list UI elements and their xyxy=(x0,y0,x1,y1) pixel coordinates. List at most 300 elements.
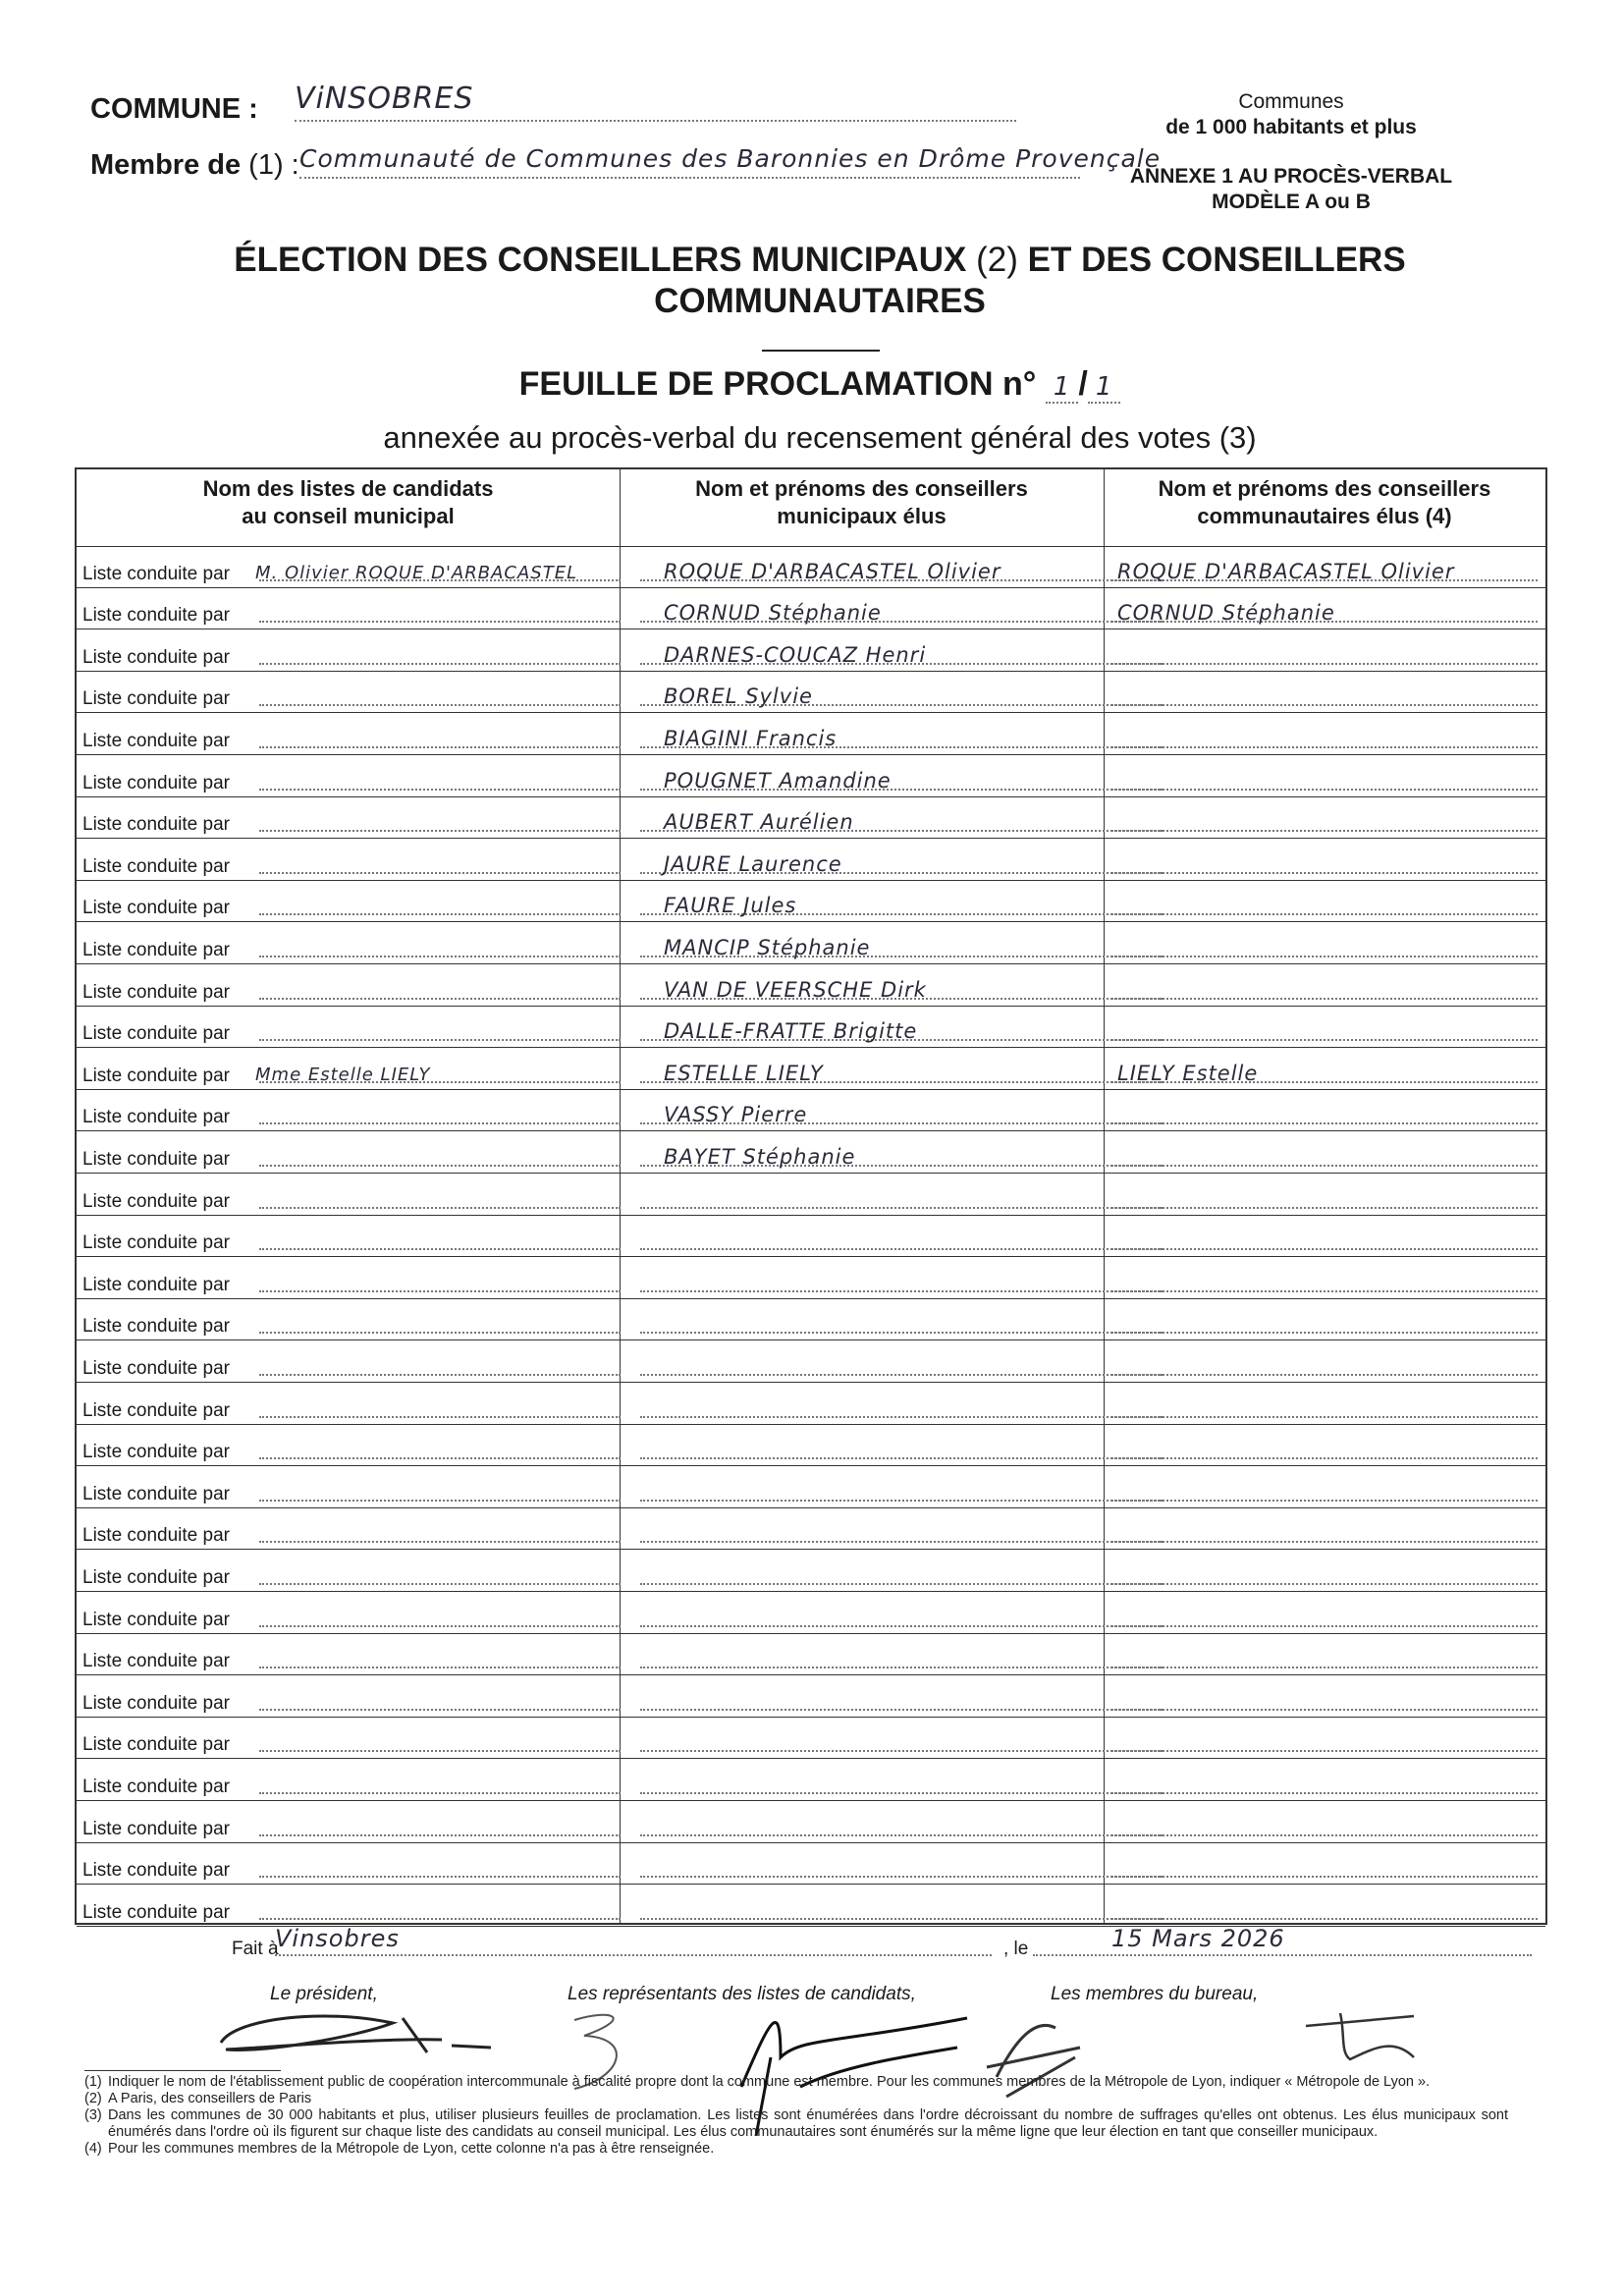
liste-dotted-line xyxy=(259,830,621,832)
liste-label: Liste conduite par xyxy=(82,688,230,710)
municipal-cell[interactable] xyxy=(636,928,1166,961)
liste-cell[interactable] xyxy=(82,647,626,669)
communautaire-cell[interactable] xyxy=(1108,1765,1542,1798)
fait-value: Vinsobres xyxy=(275,1925,400,1952)
liste-cell[interactable] xyxy=(82,982,626,1004)
municipal-cell[interactable] xyxy=(636,886,1166,919)
municipal-cell[interactable] xyxy=(636,1848,1166,1882)
liste-dotted-line xyxy=(259,1541,621,1543)
communautaire-cell[interactable] xyxy=(1108,1389,1542,1422)
subtitle: annexée au procès-verbal du recensement général des votes (3) xyxy=(383,420,1257,455)
table-row xyxy=(77,1466,1545,1508)
municipal-cell[interactable] xyxy=(636,552,1166,585)
liste-cell[interactable] xyxy=(82,564,626,585)
president-label: Le président, xyxy=(270,1984,378,2004)
table-row xyxy=(77,1885,1545,1927)
communautaire-cell[interactable] xyxy=(1108,1848,1542,1882)
communautaire-cell[interactable] xyxy=(1108,1179,1542,1213)
le-field[interactable] xyxy=(1033,1927,1532,1956)
liste-dotted-line xyxy=(259,1457,621,1459)
communautaire-cell[interactable] xyxy=(1108,1681,1542,1715)
liste-dotted-line xyxy=(259,1625,621,1627)
communautaire-dotted-line xyxy=(1111,1374,1538,1376)
communautaire-value: CORNUD Stéphanie xyxy=(1117,601,1335,626)
communautaire-cell[interactable] xyxy=(1108,635,1542,669)
liste-dotted-line xyxy=(259,1165,621,1167)
liste-cell[interactable] xyxy=(82,688,626,710)
communautaire-cell[interactable] xyxy=(1108,970,1542,1004)
municipal-cell[interactable] xyxy=(636,1639,1166,1672)
table-row xyxy=(77,588,1545,630)
liste-dotted-line xyxy=(259,663,621,665)
communautaire-cell[interactable] xyxy=(1108,886,1542,919)
communautaire-dotted-line xyxy=(1111,1876,1538,1878)
municipal-cell[interactable] xyxy=(636,1513,1166,1547)
commune-field[interactable] xyxy=(295,82,1016,122)
liste-cell[interactable] xyxy=(82,856,626,878)
footnote-ref: (4) xyxy=(84,2141,102,2157)
municipal-value: BIAGINI Francis xyxy=(664,726,838,750)
communautaire-dotted-line xyxy=(1111,663,1538,665)
table-row xyxy=(77,1090,1545,1132)
communautaire-cell[interactable] xyxy=(1108,1430,1542,1463)
communautaire-cell[interactable] xyxy=(1108,1556,1542,1589)
municipal-dotted-line xyxy=(640,1918,1163,1920)
col3-header xyxy=(1104,475,1545,530)
municipal-cell[interactable] xyxy=(636,1011,1166,1045)
communautaire-cell[interactable] xyxy=(1108,1095,1542,1128)
municipal-cell[interactable] xyxy=(636,1598,1166,1631)
liste-cell[interactable] xyxy=(82,1484,626,1505)
footnote-text: A Paris, des conseillers de Paris xyxy=(108,2091,312,2106)
communautaire-cell[interactable] xyxy=(1108,677,1542,710)
footnote xyxy=(84,2074,1508,2091)
liste-dotted-line xyxy=(259,1834,621,1836)
municipal-dotted-line xyxy=(640,1332,1163,1334)
table-row xyxy=(77,1843,1545,1886)
table-row xyxy=(77,1550,1545,1592)
liste-cell[interactable] xyxy=(82,940,626,961)
communautaire-dotted-line xyxy=(1111,1122,1538,1124)
municipal-value: VASSY Pierre xyxy=(664,1103,808,1127)
table-row xyxy=(77,755,1545,797)
table-row xyxy=(77,1759,1545,1801)
communautaire-cell[interactable] xyxy=(1108,1263,1542,1296)
municipal-cell[interactable] xyxy=(636,970,1166,1004)
table-row xyxy=(77,1048,1545,1090)
liste-dotted-line xyxy=(259,1792,621,1794)
table-row xyxy=(77,1718,1545,1760)
communautaire-cell[interactable] xyxy=(1108,1890,1542,1924)
municipal-cell[interactable] xyxy=(636,1054,1166,1087)
communautaire-cell[interactable] xyxy=(1108,802,1542,836)
liste-label: Liste conduite par xyxy=(82,1107,230,1128)
liste-label: Liste conduite par xyxy=(82,1399,230,1421)
fait-field[interactable] xyxy=(275,1927,992,1956)
communautaire-dotted-line xyxy=(1111,1290,1538,1292)
table-row xyxy=(77,964,1545,1007)
liste-cell[interactable] xyxy=(82,1275,626,1296)
communautaire-dotted-line xyxy=(1111,1165,1538,1167)
liste-cell[interactable] xyxy=(82,1232,626,1254)
municipal-cell[interactable] xyxy=(636,1304,1166,1338)
liste-label: Liste conduite par xyxy=(82,1232,230,1254)
communautaire-dotted-line xyxy=(1111,1207,1538,1209)
table-row xyxy=(77,1508,1545,1551)
liste-value: Mme Estelle LIELY xyxy=(255,1065,431,1085)
municipal-dotted-line xyxy=(640,1625,1163,1627)
liste-cell[interactable] xyxy=(82,1860,626,1882)
liste-label: Liste conduite par xyxy=(82,1818,230,1839)
municipal-cell[interactable] xyxy=(636,719,1166,752)
municipal-dotted-line xyxy=(640,1416,1163,1418)
liste-dotted-line xyxy=(259,1207,621,1209)
communautaire-cell[interactable] xyxy=(1108,1011,1542,1045)
municipal-dotted-line xyxy=(640,1750,1163,1752)
municipal-value: DALLE-FRATTE Brigitte xyxy=(664,1019,918,1044)
communautaire-dotted-line xyxy=(1111,1583,1538,1585)
municipal-value: BAYET Stéphanie xyxy=(664,1144,856,1169)
municipal-dotted-line xyxy=(640,1290,1163,1292)
footnote-ref: (2) xyxy=(84,2091,102,2106)
liste-label: Liste conduite par xyxy=(82,1609,230,1630)
municipal-dotted-line xyxy=(640,1541,1163,1543)
municipal-cell[interactable] xyxy=(636,1179,1166,1213)
municipal-value: JAURE Laurence xyxy=(664,851,842,876)
notes-rule xyxy=(84,2070,281,2071)
liste-label: Liste conduite par xyxy=(82,981,230,1003)
representants-label: Les représentants des listes de candidats, xyxy=(568,1984,916,2004)
municipal-dotted-line xyxy=(640,1583,1163,1585)
feuille-title xyxy=(393,365,1247,404)
table-row xyxy=(77,1340,1545,1383)
communautaire-cell[interactable] xyxy=(1108,1639,1542,1672)
municipal-cell[interactable] xyxy=(636,635,1166,669)
municipal-cell[interactable] xyxy=(636,1221,1166,1254)
municipal-cell[interactable] xyxy=(636,802,1166,836)
communautaire-cell[interactable] xyxy=(1108,1221,1542,1254)
liste-cell[interactable] xyxy=(82,814,626,836)
municipal-cell[interactable] xyxy=(636,1346,1166,1380)
liste-cell[interactable] xyxy=(82,1107,626,1128)
liste-cell[interactable] xyxy=(82,1525,626,1547)
liste-label: Liste conduite par xyxy=(82,1442,230,1463)
municipal-dotted-line xyxy=(640,1834,1163,1836)
communautaire-cell[interactable] xyxy=(1108,1304,1542,1338)
membres-label: Les membres du bureau, xyxy=(1051,1984,1259,2004)
liste-label: Liste conduite par xyxy=(82,1901,230,1923)
table-row xyxy=(77,1592,1545,1634)
main-title xyxy=(147,240,1492,322)
communautaire-dotted-line xyxy=(1111,1457,1538,1459)
communautaire-cell[interactable] xyxy=(1108,845,1542,878)
liste-label: Liste conduite par xyxy=(82,1566,230,1588)
communautaire-dotted-line xyxy=(1111,1541,1538,1543)
municipal-cell[interactable] xyxy=(636,1389,1166,1422)
main-title-part1: ÉLECTION DES CONSEILLERS MUNICIPAUX xyxy=(234,241,967,279)
le-value: 15 Mars 2026 xyxy=(1111,1925,1285,1952)
communautaire-cell[interactable] xyxy=(1108,1598,1542,1631)
liste-label: Liste conduite par xyxy=(82,855,230,877)
proclamation-table xyxy=(75,467,1547,1925)
municipal-cell[interactable] xyxy=(636,1263,1166,1296)
col3-header-line1: Nom et prénoms des conseillers xyxy=(1158,476,1491,501)
communautaire-dotted-line xyxy=(1111,956,1538,957)
liste-dotted-line xyxy=(259,1667,621,1668)
municipal-cell[interactable] xyxy=(636,1430,1166,1463)
liste-cell[interactable] xyxy=(82,1734,626,1756)
liste-label: Liste conduite par xyxy=(82,772,230,793)
footnote-text: Pour les communes membres de la Métropole de Lyon, cette colonne n'a pas à être renseignée. xyxy=(108,2141,715,2157)
membre-field[interactable] xyxy=(299,137,1162,179)
fait-label: Fait à xyxy=(232,1939,279,1959)
table-row xyxy=(77,1007,1545,1049)
liste-label: Liste conduite par xyxy=(82,1065,230,1086)
liste-label: Liste conduite par xyxy=(82,1357,230,1379)
liste-dotted-line xyxy=(259,1500,621,1502)
liste-dotted-line xyxy=(259,746,621,748)
liste-cell[interactable] xyxy=(82,1567,626,1589)
liste-dotted-line xyxy=(259,956,621,957)
municipal-cell[interactable] xyxy=(636,1722,1166,1756)
municipal-cell[interactable] xyxy=(636,1681,1166,1715)
communautaire-cell[interactable] xyxy=(1108,593,1542,627)
liste-dotted-line xyxy=(259,704,621,706)
communautaire-cell[interactable] xyxy=(1108,1137,1542,1171)
header-right-line1: Communes xyxy=(1238,90,1344,113)
liste-label: Liste conduite par xyxy=(82,1860,230,1882)
footnote-ref: (3) xyxy=(84,2107,102,2123)
municipal-dotted-line xyxy=(640,1792,1163,1794)
liste-dotted-line xyxy=(259,1039,621,1041)
header-right-line3: ANNEXE 1 AU PROCÈS-VERBAL xyxy=(1129,165,1453,188)
liste-dotted-line xyxy=(259,1709,621,1711)
liste-label: Liste conduite par xyxy=(82,730,230,751)
municipal-dotted-line xyxy=(640,1248,1163,1250)
communautaire-cell[interactable] xyxy=(1108,1807,1542,1840)
liste-dotted-line xyxy=(259,1122,621,1124)
liste-label: Liste conduite par xyxy=(82,1483,230,1504)
header-right-line2: de 1 000 habitants et plus xyxy=(1165,116,1417,138)
liste-label: Liste conduite par xyxy=(82,1274,230,1295)
commune-value: ViNSOBRES xyxy=(295,82,474,116)
communautaire-dotted-line xyxy=(1111,1792,1538,1794)
liste-cell[interactable] xyxy=(82,1023,626,1045)
liste-cell[interactable] xyxy=(82,1610,626,1631)
liste-dotted-line xyxy=(259,1290,621,1292)
communautaire-cell[interactable] xyxy=(1108,928,1542,961)
municipal-value: DARNES-COUCAZ Henri xyxy=(664,642,927,667)
communautaire-dotted-line xyxy=(1111,913,1538,915)
municipal-cell[interactable] xyxy=(636,1137,1166,1171)
liste-label: Liste conduite par xyxy=(82,1023,230,1045)
feuille-label: FEUILLE DE PROCLAMATION n° xyxy=(518,365,1037,403)
communautaire-dotted-line xyxy=(1111,1332,1538,1334)
liste-label: Liste conduite par xyxy=(82,814,230,836)
municipal-dotted-line xyxy=(640,1374,1163,1376)
liste-cell[interactable] xyxy=(82,1358,626,1380)
liste-dotted-line xyxy=(259,1583,621,1585)
communautaire-cell[interactable] xyxy=(1108,1513,1542,1547)
municipal-dotted-line xyxy=(640,1500,1163,1502)
col2-header xyxy=(620,475,1104,530)
liste-dotted-line xyxy=(259,1918,621,1920)
table-row xyxy=(77,1216,1545,1258)
footnote xyxy=(84,2091,1508,2107)
communautaire-dotted-line xyxy=(1111,746,1538,748)
communautaire-cell[interactable] xyxy=(1108,761,1542,794)
communautaire-value: ROQUE D'ARBACASTEL Olivier xyxy=(1117,559,1455,583)
col1-header xyxy=(77,475,620,530)
col1-header-line1: Nom des listes de candidats xyxy=(202,476,494,501)
communautaire-dotted-line xyxy=(1111,1667,1538,1668)
le-label: , le xyxy=(1003,1939,1029,1959)
table-row xyxy=(77,713,1545,755)
liste-cell[interactable] xyxy=(82,1777,626,1798)
liste-dotted-line xyxy=(259,998,621,1000)
liste-label: Liste conduite par xyxy=(82,898,230,919)
commune-label: COMMUNE : xyxy=(90,93,258,125)
municipal-value: POUGNET Amandine xyxy=(664,768,892,793)
municipal-cell[interactable] xyxy=(636,593,1166,627)
footnote-text: Indiquer le nom de l'établissement public de coopération intercommunale à fiscalité propre dont la commune est membre. Pour les communes membres de la Métropole de Lyon, indiquer « Métropole de Lyon ». xyxy=(108,2074,1431,2090)
communautaire-dotted-line xyxy=(1111,998,1538,1000)
communautaire-dotted-line xyxy=(1111,872,1538,874)
communautaire-dotted-line xyxy=(1111,830,1538,832)
municipal-cell[interactable] xyxy=(636,1890,1166,1924)
table-row xyxy=(77,1174,1545,1216)
municipal-cell[interactable] xyxy=(636,677,1166,710)
liste-cell[interactable] xyxy=(82,1819,626,1840)
liste-cell[interactable] xyxy=(82,898,626,919)
liste-label: Liste conduite par xyxy=(82,646,230,668)
municipal-value: ROQUE D'ARBACASTEL Olivier xyxy=(664,559,1001,583)
table-row xyxy=(77,1257,1545,1299)
liste-label: Liste conduite par xyxy=(82,1316,230,1338)
liste-dotted-line xyxy=(259,621,621,623)
communautaire-dotted-line xyxy=(1111,1248,1538,1250)
footnote xyxy=(84,2141,1508,2158)
municipal-dotted-line xyxy=(640,1457,1163,1459)
communautaire-cell[interactable] xyxy=(1108,1472,1542,1505)
feuille-num[interactable]: 1 xyxy=(1046,372,1079,404)
liste-cell[interactable] xyxy=(82,1149,626,1171)
membre-label xyxy=(90,149,299,182)
municipal-cell[interactable] xyxy=(636,1765,1166,1798)
membre-value: Communauté de Communes des Baronnies en Drôme Provençale xyxy=(299,144,1162,173)
col2-header-line1: Nom et prénoms des conseillers xyxy=(695,476,1028,501)
municipal-value: BOREL Sylvie xyxy=(664,684,813,709)
municipal-dotted-line xyxy=(640,1207,1163,1209)
liste-dotted-line xyxy=(259,1750,621,1752)
municipal-dotted-line xyxy=(640,1709,1163,1711)
footnotes xyxy=(84,2074,1508,2158)
liste-cell[interactable] xyxy=(82,605,626,627)
communautaire-cell[interactable] xyxy=(1108,1722,1542,1756)
feuille-total[interactable]: 1 xyxy=(1088,372,1121,404)
liste-cell[interactable] xyxy=(82,1316,626,1338)
communautaire-cell[interactable] xyxy=(1108,1346,1542,1380)
municipal-cell[interactable] xyxy=(636,1095,1166,1128)
liste-value: M. Olivier ROQUE D'ARBACASTEL xyxy=(255,563,578,583)
liste-cell[interactable] xyxy=(82,731,626,752)
main-title-line2: COMMUNAUTAIRES xyxy=(654,282,986,320)
table-row xyxy=(77,1634,1545,1676)
table-row xyxy=(77,629,1545,672)
communautaire-cell[interactable] xyxy=(1108,552,1542,585)
liste-cell[interactable] xyxy=(82,1400,626,1422)
liste-dotted-line xyxy=(259,1876,621,1878)
liste-cell[interactable] xyxy=(82,1902,626,1924)
liste-cell[interactable] xyxy=(82,1651,626,1672)
liste-label: Liste conduite par xyxy=(82,1148,230,1170)
municipal-value: VAN DE VEERSCHE Dirk xyxy=(664,977,927,1002)
liste-dotted-line xyxy=(259,1374,621,1376)
table-row xyxy=(77,1299,1545,1341)
table-row xyxy=(77,922,1545,964)
header-right-line4: MODÈLE A ou B xyxy=(1212,191,1371,213)
municipal-dotted-line xyxy=(640,1667,1163,1668)
liste-label: Liste conduite par xyxy=(82,1651,230,1672)
liste-cell[interactable] xyxy=(82,1442,626,1463)
table-row xyxy=(77,1425,1545,1467)
liste-dotted-line xyxy=(259,913,621,915)
table-row xyxy=(77,1801,1545,1843)
liste-dotted-line xyxy=(259,1332,621,1334)
municipal-cell[interactable] xyxy=(636,845,1166,878)
liste-label: Liste conduite par xyxy=(82,1190,230,1212)
main-title-ref: (2) xyxy=(976,241,1018,279)
footnote xyxy=(84,2107,1508,2141)
title-rule xyxy=(762,350,880,352)
table-row xyxy=(77,1131,1545,1174)
municipal-cell[interactable] xyxy=(636,1472,1166,1505)
communautaire-dotted-line xyxy=(1111,1918,1538,1920)
communautaire-cell[interactable] xyxy=(1108,1054,1542,1087)
municipal-value: AUBERT Aurélien xyxy=(664,810,854,835)
municipal-value: ESTELLE LIELY xyxy=(664,1061,824,1085)
feuille-sep: / xyxy=(1078,365,1088,403)
liste-label: Liste conduite par xyxy=(82,563,230,584)
liste-cell[interactable] xyxy=(82,1191,626,1213)
communautaire-dotted-line xyxy=(1111,1834,1538,1836)
liste-cell[interactable] xyxy=(82,1693,626,1715)
liste-cell[interactable] xyxy=(82,773,626,794)
communautaire-dotted-line xyxy=(1111,704,1538,706)
municipal-cell[interactable] xyxy=(636,1556,1166,1589)
liste-cell[interactable] xyxy=(82,1066,626,1087)
communautaire-cell[interactable] xyxy=(1108,719,1542,752)
table-row xyxy=(77,839,1545,881)
liste-dotted-line xyxy=(259,789,621,791)
communautaire-dotted-line xyxy=(1111,1709,1538,1711)
municipal-cell[interactable] xyxy=(636,761,1166,794)
table-row xyxy=(77,546,1545,588)
main-title-part2: ET DES CONSEILLERS xyxy=(1027,241,1406,279)
col3-header-line2: communautaires élus (4) xyxy=(1197,504,1452,528)
communautaire-value: LIELY Estelle xyxy=(1117,1061,1259,1085)
membre-ref: (1) : xyxy=(248,149,299,181)
municipal-cell[interactable] xyxy=(636,1807,1166,1840)
liste-dotted-line xyxy=(259,1248,621,1250)
communautaire-dotted-line xyxy=(1111,1039,1538,1041)
communautaire-dotted-line xyxy=(1111,1500,1538,1502)
communautaire-dotted-line xyxy=(1111,1625,1538,1627)
footnote-ref: (1) xyxy=(84,2074,102,2090)
liste-label: Liste conduite par xyxy=(82,605,230,627)
president-signature xyxy=(206,1998,501,2067)
liste-label: Liste conduite par xyxy=(82,1692,230,1714)
